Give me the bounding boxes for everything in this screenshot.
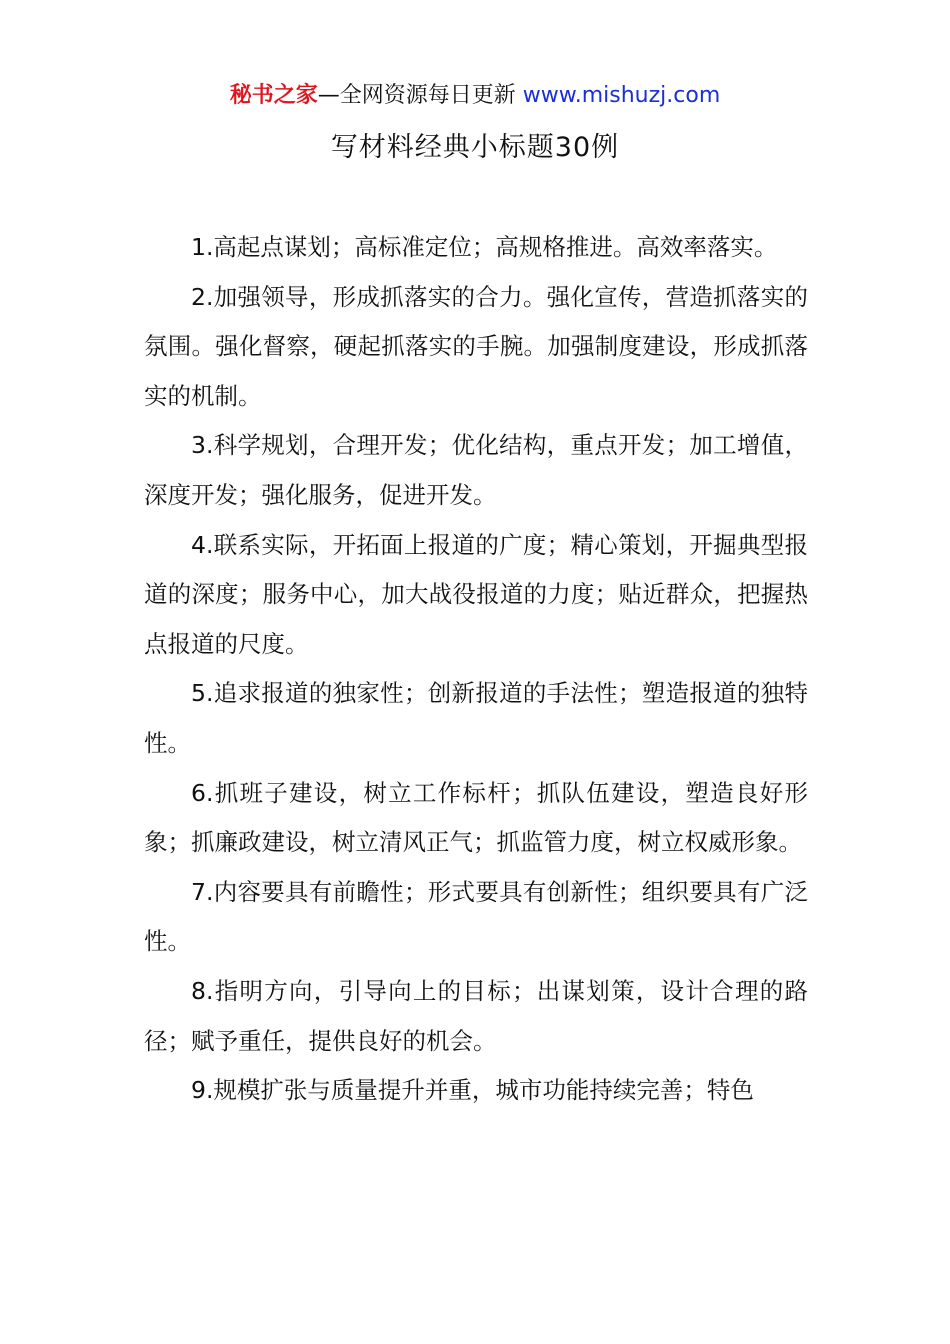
- paragraph-9: 9.规模扩张与质量提升并重，城市功能持续完善；特色: [191, 1076, 754, 1105]
- paragraph-4: 4.联系实际，开拓面上报道的广度；精心策划，开掘典型报道的深度；服务中心，加大战役报道的力度；贴近群众，把握热点报道的尺度。: [144, 530, 808, 658]
- paragraph-6: 6.抓班子建设，树立工作标杆；抓队伍建设，塑造良好形象；抓廉政建设，树立清风正气；抓监管力度，树立权威形象。: [144, 778, 808, 857]
- paragraph-1: 1.高起点谋划；高标准定位；高规格推进。高效率落实。: [191, 233, 778, 261]
- site-header: [0, 80, 950, 112]
- header-tagline: —全网资源每日更新: [317, 83, 516, 108]
- paragraph-8: 8.指明方向，引导向上的目标；出谋划策，设计合理的路径；赋予重任，提供良好的机会。: [144, 976, 808, 1055]
- paragraph-5: 5.追求报道的独家性；创新报道的手法性；塑造报道的独特性。: [144, 679, 808, 757]
- paragraph-3: 3.科学规划，合理开发；优化结构，重点开发；加工增值，深度开发；强化服务，促进开发。: [144, 431, 808, 509]
- paragraph-2: 2.加强领导，形成抓落实的合力。强化宣传，营造抓落实的氛围。强化督察，硬起抓落实的手腕。加强制度建设，形成抓落实的机制。: [144, 282, 808, 410]
- paragraph-7: 7.内容要具有前瞻性；形式要具有创新性；组织要具有广泛性。: [144, 877, 808, 956]
- document-body: [144, 223, 808, 1116]
- document-title: 写材料经典小标题30例: [330, 132, 620, 163]
- brand-name: 秘书之家: [229, 83, 318, 108]
- site-url-link[interactable]: www.mishuzj.com: [522, 83, 721, 108]
